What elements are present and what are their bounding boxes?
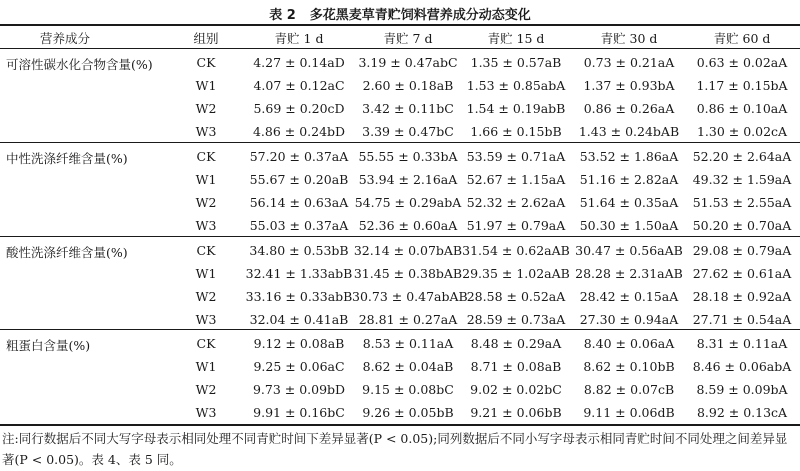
value-cell: 9.26 ± 0.05bB — [362, 405, 454, 420]
value-cell: 32.14 ± 0.07bAB — [353, 243, 463, 258]
table-title: 多花黑麦草青贮饲料营养成分动态变化 — [309, 8, 531, 23]
group-cell: W2 — [195, 101, 217, 116]
value-cell: 32.41 ± 1.33abB — [245, 266, 353, 281]
nutrient-label: 可溶性碳水化合物含量(%) — [6, 57, 153, 72]
nutrient-label: 酸性洗涤纤维含量(%) — [6, 245, 128, 260]
header-day-1: 青贮 1 d — [274, 31, 324, 46]
value-cell: 55.55 ± 0.33bA — [358, 149, 458, 164]
value-cell: 49.32 ± 1.59aA — [692, 172, 792, 187]
value-cell: 8.82 ± 0.07cB — [583, 382, 675, 397]
header-day-30: 青贮 30 d — [600, 31, 658, 46]
value-cell: 55.67 ± 0.20aB — [249, 172, 349, 187]
value-cell: 4.07 ± 0.12aC — [253, 78, 345, 93]
value-cell: 1.30 ± 0.02cA — [696, 124, 788, 139]
group-cell: W1 — [195, 78, 217, 93]
value-cell: 27.71 ± 0.54aA — [692, 312, 792, 327]
value-cell: 28.81 ± 0.27aA — [358, 312, 458, 327]
header-rule — [0, 48, 800, 49]
value-cell: 0.86 ± 0.10aA — [696, 101, 788, 116]
value-cell: 53.94 ± 2.16aA — [358, 172, 458, 187]
value-cell: 27.30 ± 0.94aA — [579, 312, 679, 327]
value-cell: 9.73 ± 0.09bD — [252, 382, 346, 397]
value-cell: 56.14 ± 0.63aA — [249, 195, 349, 210]
value-cell: 57.20 ± 0.37aA — [249, 149, 349, 164]
value-cell: 1.43 ± 0.24bAB — [578, 124, 680, 139]
table-row — [0, 286, 800, 308]
value-cell: 31.54 ± 0.62aAB — [462, 243, 570, 258]
value-cell: 9.15 ± 0.08bC — [362, 382, 454, 397]
value-cell: 8.62 ± 0.10bB — [583, 359, 675, 374]
section-rule — [0, 142, 800, 143]
value-cell: 28.28 ± 2.31aAB — [575, 266, 683, 281]
value-cell: 27.62 ± 0.61aA — [692, 266, 792, 281]
value-cell: 1.37 ± 0.93bA — [583, 78, 675, 93]
value-cell: 31.45 ± 0.38bAB — [353, 266, 463, 281]
value-cell: 3.42 ± 0.11bC — [362, 101, 454, 116]
value-cell: 51.16 ± 2.82aA — [579, 172, 679, 187]
value-cell: 9.91 ± 0.16bC — [253, 405, 345, 420]
value-cell: 9.02 ± 0.02bC — [470, 382, 562, 397]
table-row — [0, 121, 800, 143]
value-cell: 29.08 ± 0.79aA — [692, 243, 792, 258]
group-cell: W2 — [195, 289, 217, 304]
value-cell: 50.20 ± 0.70aA — [692, 218, 792, 233]
value-cell: 0.73 ± 0.21aA — [583, 55, 675, 70]
group-cell: CK — [196, 55, 216, 70]
value-cell: 53.52 ± 1.86aA — [579, 149, 679, 164]
table-caption — [0, 4, 800, 23]
group-cell: W1 — [195, 359, 217, 374]
header-day-7: 青贮 7 d — [383, 31, 433, 46]
group-cell: CK — [196, 336, 216, 351]
value-cell: 1.53 ± 0.85abA — [466, 78, 566, 93]
table-row — [0, 169, 800, 191]
value-cell: 0.86 ± 0.26aA — [583, 101, 675, 116]
group-cell: W3 — [195, 405, 217, 420]
value-cell: 3.39 ± 0.47bC — [362, 124, 454, 139]
value-cell: 8.48 ± 0.29aA — [470, 336, 562, 351]
table-row — [0, 333, 800, 355]
value-cell: 9.21 ± 0.06bB — [470, 405, 562, 420]
value-cell: 52.67 ± 1.15aA — [466, 172, 566, 187]
table-row — [0, 98, 800, 120]
value-cell: 53.59 ± 0.71aA — [466, 149, 566, 164]
group-cell: W3 — [195, 124, 217, 139]
value-cell: 8.92 ± 0.13cA — [696, 405, 788, 420]
value-cell: 52.36 ± 0.60aA — [358, 218, 458, 233]
group-cell: W3 — [195, 312, 217, 327]
table-row — [0, 240, 800, 262]
table-row — [0, 356, 800, 378]
header-row — [0, 26, 800, 48]
value-cell: 30.73 ± 0.47abAB — [352, 289, 468, 304]
table-row — [0, 75, 800, 97]
table-row — [0, 379, 800, 401]
value-cell: 0.63 ± 0.02aA — [696, 55, 788, 70]
value-cell: 8.46 ± 0.06abA — [692, 359, 792, 374]
value-cell: 55.03 ± 0.37aA — [249, 218, 349, 233]
value-cell: 9.11 ± 0.06dB — [583, 405, 675, 420]
table-row — [0, 52, 800, 74]
value-cell: 34.80 ± 0.53bB — [249, 243, 349, 258]
value-cell: 4.86 ± 0.24bD — [252, 124, 346, 139]
value-cell: 51.64 ± 0.35aA — [579, 195, 679, 210]
value-cell: 8.59 ± 0.09bA — [696, 382, 788, 397]
table-number: 表 2 — [269, 8, 296, 23]
header-group: 组别 — [193, 31, 219, 46]
table-row — [0, 215, 800, 237]
value-cell: 3.19 ± 0.47abC — [358, 55, 458, 70]
header-day-15: 青贮 15 d — [487, 31, 545, 46]
value-cell: 52.20 ± 2.64aA — [692, 149, 792, 164]
value-cell: 50.30 ± 1.50aA — [579, 218, 679, 233]
group-cell: W1 — [195, 266, 217, 281]
header-day-60: 青贮 60 d — [713, 31, 771, 46]
group-cell: W1 — [195, 172, 217, 187]
value-cell: 29.35 ± 1.02aAB — [462, 266, 570, 281]
group-cell: W2 — [195, 382, 217, 397]
value-cell: 9.25 ± 0.06aC — [253, 359, 345, 374]
value-cell: 8.40 ± 0.06aA — [583, 336, 675, 351]
value-cell: 1.35 ± 0.57aB — [470, 55, 562, 70]
value-cell: 4.27 ± 0.14aD — [253, 55, 345, 70]
value-cell: 32.04 ± 0.41aB — [249, 312, 349, 327]
value-cell: 28.58 ± 0.52aA — [466, 289, 566, 304]
value-cell: 51.97 ± 0.79aA — [466, 218, 566, 233]
value-cell: 51.53 ± 2.55aA — [692, 195, 792, 210]
bottom-rule — [0, 424, 800, 426]
table-row — [0, 263, 800, 285]
table-row — [0, 192, 800, 214]
nutrient-label: 中性洗涤纤维含量(%) — [6, 151, 128, 166]
section-rule — [0, 329, 800, 330]
value-cell: 28.59 ± 0.73aA — [466, 312, 566, 327]
value-cell: 33.16 ± 0.33abB — [245, 289, 353, 304]
section-rule — [0, 236, 800, 237]
value-cell: 5.69 ± 0.20cD — [253, 101, 345, 116]
value-cell: 8.62 ± 0.04aB — [362, 359, 454, 374]
group-cell: CK — [196, 243, 216, 258]
value-cell: 9.12 ± 0.08aB — [253, 336, 345, 351]
value-cell: 8.31 ± 0.11aA — [696, 336, 788, 351]
value-cell: 28.42 ± 0.15aA — [579, 289, 679, 304]
nutrient-label: 粗蛋白含量(%) — [6, 338, 91, 353]
value-cell: 8.53 ± 0.11aA — [362, 336, 454, 351]
value-cell: 1.17 ± 0.15bA — [696, 78, 788, 93]
table-row — [0, 146, 800, 168]
group-cell: CK — [196, 149, 216, 164]
group-cell: W2 — [195, 195, 217, 210]
value-cell: 28.18 ± 0.92aA — [692, 289, 792, 304]
value-cell: 8.71 ± 0.08aB — [470, 359, 562, 374]
value-cell: 2.60 ± 0.18aB — [362, 78, 454, 93]
value-cell: 30.47 ± 0.56aAB — [575, 243, 683, 258]
value-cell: 52.32 ± 2.62aA — [466, 195, 566, 210]
table-row — [0, 309, 800, 331]
value-cell: 1.54 ± 0.19abB — [466, 101, 566, 116]
group-cell: W3 — [195, 218, 217, 233]
table-row — [0, 402, 800, 424]
table-note: 注:同行数据后不同大写字母表示相同处理不同青贮时间下差异显著(P < 0.05);同列数据后不同小写字母表示相同青贮时间不同处理之间差异显著(P < 0.05)。表 4、表 5 同。 — [2, 431, 788, 467]
value-cell: 1.66 ± 0.15bB — [470, 124, 562, 139]
header-nutrient: 营养成分 — [40, 31, 91, 46]
value-cell: 54.75 ± 0.29abA — [354, 195, 462, 210]
